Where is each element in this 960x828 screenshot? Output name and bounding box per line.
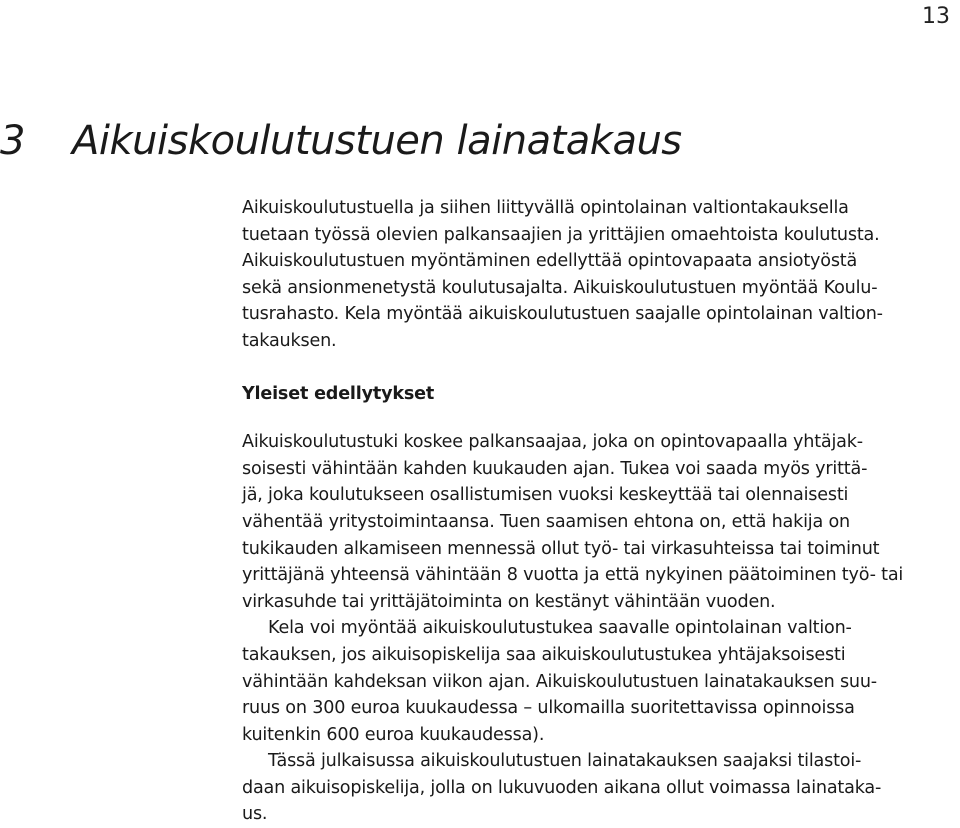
text-line: jä, joka koulutukseen osallistumisen vuoksi keskeyttää tai olennaisesti: [242, 485, 849, 506]
text-line: Kela voi myöntää aikuiskoulutustukea saavalle opintolainan valtion-: [268, 618, 852, 639]
text-line: ruus on 300 euroa kuukaudessa – ulkomailla suoritettavissa opinnoissa: [242, 698, 855, 719]
text-line: virkasuhde tai yrittäjätoiminta on kestänyt vähintään vuoden.: [242, 591, 776, 612]
text-line: kuitenkin 600 euroa kuukaudessa).: [242, 724, 545, 745]
chapter-title: Aikuiskoulutustuen lainatakaus: [72, 118, 682, 164]
text-line: vähentää yritystoimintaansa. Tuen saamisen ehtona on, että hakija on: [242, 511, 850, 532]
intro-paragraph: [242, 195, 960, 355]
text-line: Tässä julkaisussa aikuiskoulutustuen lainatakauksen saajaksi tilastoi-: [268, 751, 862, 772]
text-line: vähintään kahdeksan viikon ajan. Aikuiskoulutustuen lainatakauksen suu-: [242, 671, 877, 692]
text-line: us.: [242, 804, 268, 825]
text-line: Aikuiskoulutustuen myöntäminen edellyttää opintovapaata ansiotyöstä: [242, 251, 858, 272]
text-line: Aikuiskoulutustuki koskee palkansaajaa, joka on opintovapaalla yhtäjak-: [242, 432, 863, 453]
text-line: yrittäjänä yhteensä vähintään 8 vuotta ja että nykyinen päätoiminen työ- tai: [242, 565, 904, 586]
body-text: [242, 195, 960, 828]
text-line: daan aikuisopiskelija, jolla on lukuvuoden aikana ollut voimassa lainataka-: [242, 777, 882, 798]
section-heading: Yleiset edellytykset: [242, 383, 435, 404]
text-line: tusrahasto. Kela myöntää aikuiskoulutustuen saajalle opintolainan valtion-: [242, 304, 883, 325]
text-line: sekä ansionmenetystä koulutusajalta. Aikuiskoulutustuen myöntää Koulu-: [242, 277, 878, 298]
text-line: Aikuiskoulutustuella ja siihen liittyvällä opintolainan valtiontakauksella: [242, 198, 849, 218]
text-line: takauksen, jos aikuisopiskelija saa aikuiskoulutustukea yhtäjaksoisesti: [242, 644, 846, 665]
paragraph-conditions: [242, 429, 960, 615]
chapter-number: 3: [0, 118, 25, 164]
paragraph-statistics: [242, 748, 960, 828]
text-line: takauksen.: [242, 330, 337, 351]
text-line: soisesti vähintään kahden kuukauden ajan. Tukea voi saada myös yrittä-: [242, 458, 868, 479]
paragraph-loan-guarantee: [242, 615, 960, 748]
text-line: tuetaan työssä olevien palkansaajien ja yrittäjien omaehtoista koulutusta.: [242, 224, 880, 245]
page-number: 13: [922, 4, 950, 29]
chapter-heading: [0, 118, 682, 164]
text-line: tukikauden alkamiseen mennessä ollut työ- tai virkasuhteissa tai toiminut: [242, 538, 880, 559]
